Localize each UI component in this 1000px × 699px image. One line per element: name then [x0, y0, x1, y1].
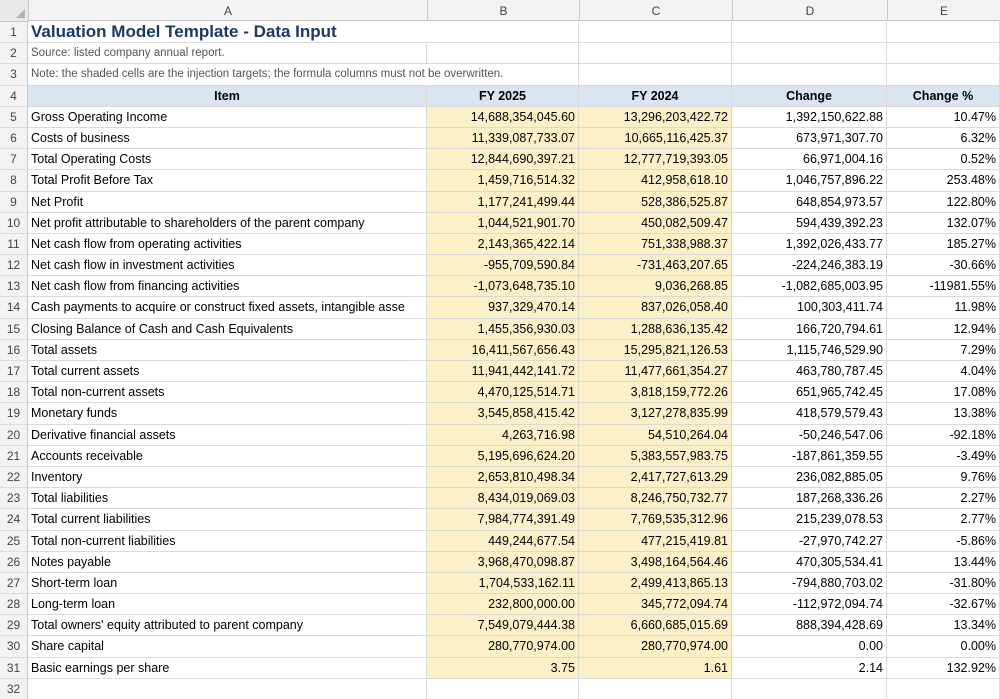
change-pct-cell[interactable]: 13.34% [887, 615, 1000, 636]
fy2025-input-cell[interactable]: 1,177,241,499.44 [427, 192, 579, 213]
cell[interactable] [887, 22, 1000, 43]
table-row [0, 297, 1000, 318]
fy2025-input-cell[interactable]: -1,073,648,735.10 [427, 276, 579, 297]
change-pct-cell[interactable]: -3.49% [887, 446, 1000, 467]
row-number[interactable]: 25 [0, 531, 28, 552]
item-cell[interactable]: Net cash flow in investment activities [28, 255, 427, 276]
change-cell[interactable]: -27,970,742.27 [732, 531, 887, 552]
row-number[interactable]: 5 [0, 107, 28, 128]
fy2025-input-cell[interactable]: 11,941,442,141.72 [427, 361, 579, 382]
source-note-cell[interactable]: Source: listed company annual report. [28, 43, 427, 64]
fy2025-input-cell[interactable]: 5,195,696,624.20 [427, 446, 579, 467]
header-item[interactable]: Item [28, 86, 427, 107]
fy2024-input-cell[interactable]: 450,082,509.47 [579, 213, 732, 234]
row-number[interactable]: 18 [0, 382, 28, 403]
change-pct-cell[interactable]: -32.67% [887, 594, 1000, 615]
cell[interactable] [579, 64, 732, 85]
fy2024-input-cell[interactable]: 3,498,164,564.46 [579, 552, 732, 573]
fy2025-input-cell[interactable]: 4,470,125,514.71 [427, 382, 579, 403]
row-number[interactable]: 8 [0, 170, 28, 191]
row-number[interactable]: 31 [0, 658, 28, 679]
fy2024-input-cell[interactable]: 5,383,557,983.75 [579, 446, 732, 467]
fy2025-input-cell[interactable]: -955,709,590.84 [427, 255, 579, 276]
fy2024-input-cell[interactable]: 837,026,058.40 [579, 297, 732, 318]
fy2024-input-cell[interactable]: 8,246,750,732.77 [579, 488, 732, 509]
item-cell[interactable]: Total Profit Before Tax [28, 170, 427, 191]
fy2025-input-cell[interactable]: 232,800,000.00 [427, 594, 579, 615]
table-row [0, 488, 1000, 509]
change-cell[interactable]: 66,971,004.16 [732, 149, 887, 170]
cell[interactable] [579, 43, 732, 64]
table-row [0, 573, 1000, 594]
cell[interactable] [732, 43, 887, 64]
item-cell[interactable]: Accounts receivable [28, 446, 427, 467]
fy2025-input-cell[interactable]: 1,044,521,901.70 [427, 213, 579, 234]
change-pct-cell[interactable]: -30.66% [887, 255, 1000, 276]
fy2024-input-cell[interactable]: 2,499,413,865.13 [579, 573, 732, 594]
fy2024-input-cell[interactable]: 9,036,268.85 [579, 276, 732, 297]
fy2025-input-cell[interactable]: 2,653,810,498.34 [427, 467, 579, 488]
row-number[interactable]: 26 [0, 552, 28, 573]
row-number[interactable]: 28 [0, 594, 28, 615]
cell[interactable] [427, 679, 579, 699]
table-row [0, 319, 1000, 340]
row-number[interactable]: 12 [0, 255, 28, 276]
row-number[interactable]: 13 [0, 276, 28, 297]
item-cell[interactable]: Total assets [28, 340, 427, 361]
change-pct-cell[interactable]: 2.27% [887, 488, 1000, 509]
change-cell[interactable]: 673,971,307.70 [732, 128, 887, 149]
column-header-e[interactable]: E [888, 0, 1000, 21]
item-cell[interactable]: Closing Balance of Cash and Cash Equivalents [28, 319, 427, 340]
header-fy2024[interactable]: FY 2024 [579, 86, 732, 107]
change-pct-cell[interactable]: 13.38% [887, 403, 1000, 424]
row-number[interactable]: 32 [0, 679, 28, 699]
change-pct-cell[interactable]: 6.32% [887, 128, 1000, 149]
fy2025-input-cell[interactable]: 3,545,858,415.42 [427, 403, 579, 424]
cell[interactable] [732, 64, 887, 85]
column-header-b[interactable]: B [428, 0, 580, 21]
fy2025-input-cell[interactable]: 4,263,716.98 [427, 425, 579, 446]
change-cell[interactable]: 0.00 [732, 636, 887, 657]
change-cell[interactable]: 463,780,787.45 [732, 361, 887, 382]
change-pct-cell[interactable]: 0.52% [887, 149, 1000, 170]
fy2025-input-cell[interactable]: 11,339,087,733.07 [427, 128, 579, 149]
row-number[interactable]: 24 [0, 509, 28, 530]
change-cell[interactable]: -794,880,703.02 [732, 573, 887, 594]
item-cell[interactable]: Basic earnings per share [28, 658, 427, 679]
change-cell[interactable]: 648,854,973.57 [732, 192, 887, 213]
change-cell[interactable]: -50,246,547.06 [732, 425, 887, 446]
table-row [0, 594, 1000, 615]
change-cell[interactable]: 594,439,392.23 [732, 213, 887, 234]
change-pct-cell[interactable]: -11981.55% [887, 276, 1000, 297]
fy2025-input-cell[interactable]: 1,704,533,162.11 [427, 573, 579, 594]
fy2024-input-cell[interactable]: 11,477,661,354.27 [579, 361, 732, 382]
table-row [0, 213, 1000, 234]
row-number[interactable]: 14 [0, 297, 28, 318]
fy2025-input-cell[interactable]: 1,459,716,514.32 [427, 170, 579, 191]
row-number[interactable]: 22 [0, 467, 28, 488]
table-row [0, 403, 1000, 424]
table-row [0, 361, 1000, 382]
change-cell[interactable]: 651,965,742.45 [732, 382, 887, 403]
change-pct-cell[interactable]: 2.77% [887, 509, 1000, 530]
row-number[interactable]: 17 [0, 361, 28, 382]
item-cell[interactable]: Short-term loan [28, 573, 427, 594]
item-cell[interactable]: Costs of business [28, 128, 427, 149]
change-pct-cell[interactable]: 13.44% [887, 552, 1000, 573]
change-pct-cell[interactable]: 4.04% [887, 361, 1000, 382]
change-pct-cell[interactable]: 0.00% [887, 636, 1000, 657]
row-number[interactable]: 6 [0, 128, 28, 149]
table-row [0, 107, 1000, 128]
item-cell[interactable]: Total current liabilities [28, 509, 427, 530]
fy2025-input-cell[interactable]: 280,770,974.00 [427, 636, 579, 657]
change-cell[interactable]: -187,861,359.55 [732, 446, 887, 467]
row-number[interactable]: 3 [0, 64, 28, 85]
item-cell[interactable]: Monetary funds [28, 403, 427, 424]
header-change[interactable]: Change [732, 86, 887, 107]
item-cell[interactable]: Total liabilities [28, 488, 427, 509]
change-pct-cell[interactable]: -92.18% [887, 425, 1000, 446]
change-cell[interactable]: 187,268,336.26 [732, 488, 887, 509]
row-number[interactable]: 10 [0, 213, 28, 234]
change-pct-cell[interactable]: 132.92% [887, 658, 1000, 679]
table-header-row [0, 86, 1000, 107]
change-cell[interactable]: 100,303,411.74 [732, 297, 887, 318]
fy2024-input-cell[interactable]: 345,772,094.74 [579, 594, 732, 615]
row-number[interactable]: 21 [0, 446, 28, 467]
change-pct-cell[interactable]: 17.08% [887, 382, 1000, 403]
item-cell[interactable]: Total non-current assets [28, 382, 427, 403]
table-row [0, 552, 1000, 573]
fy2025-input-cell[interactable]: 14,688,354,045.60 [427, 107, 579, 128]
row-number[interactable]: 4 [0, 86, 28, 107]
change-cell[interactable]: 215,239,078.53 [732, 509, 887, 530]
change-cell[interactable]: 470,305,534.41 [732, 552, 887, 573]
cell[interactable] [427, 43, 579, 64]
item-cell[interactable]: Total Operating Costs [28, 149, 427, 170]
table-row [0, 636, 1000, 657]
change-pct-cell[interactable]: 9.76% [887, 467, 1000, 488]
row-number[interactable]: 16 [0, 340, 28, 361]
table-row [0, 467, 1000, 488]
fy2024-input-cell[interactable]: 412,958,618.10 [579, 170, 732, 191]
fy2025-input-cell[interactable]: 937,329,470.14 [427, 297, 579, 318]
fy2025-input-cell[interactable]: 1,455,356,930.03 [427, 319, 579, 340]
row-number[interactable]: 23 [0, 488, 28, 509]
row-number[interactable]: 15 [0, 319, 28, 340]
item-cell[interactable]: Total current assets [28, 361, 427, 382]
fy2025-input-cell[interactable]: 12,844,690,397.21 [427, 149, 579, 170]
change-cell[interactable]: 888,394,428.69 [732, 615, 887, 636]
change-pct-cell[interactable]: 10.47% [887, 107, 1000, 128]
fy2024-input-cell[interactable]: 1.61 [579, 658, 732, 679]
fy2024-input-cell[interactable]: 10,665,116,425.37 [579, 128, 732, 149]
table-row [0, 615, 1000, 636]
item-cell[interactable]: Net cash flow from financing activities [28, 276, 427, 297]
item-cell[interactable]: Cash payments to acquire or construct fixed assets, intangible asse [28, 297, 427, 318]
fy2024-input-cell[interactable]: 54,510,264.04 [579, 425, 732, 446]
fy2025-input-cell[interactable]: 7,549,079,444.38 [427, 615, 579, 636]
row-number[interactable]: 19 [0, 403, 28, 424]
table-row [0, 340, 1000, 361]
table-row [0, 531, 1000, 552]
column-header-c[interactable]: C [580, 0, 733, 21]
fy2024-input-cell[interactable]: 15,295,821,126.53 [579, 340, 732, 361]
instruction-note-cell[interactable]: Note: the shaded cells are the injection targets; the formula columns must not be overwritten. [28, 64, 427, 85]
select-all-corner[interactable] [0, 0, 29, 22]
table-row [0, 276, 1000, 297]
fy2025-input-cell[interactable]: 3,968,470,098.87 [427, 552, 579, 573]
cell[interactable] [887, 43, 1000, 64]
row-number[interactable]: 30 [0, 636, 28, 657]
fy2024-input-cell[interactable]: 280,770,974.00 [579, 636, 732, 657]
row-number[interactable]: 29 [0, 615, 28, 636]
table-row [0, 255, 1000, 276]
fy2025-input-cell[interactable]: 7,984,774,391.49 [427, 509, 579, 530]
table-row [0, 446, 1000, 467]
row-number[interactable]: 1 [0, 22, 28, 43]
change-cell[interactable]: 236,082,885.05 [732, 467, 887, 488]
item-cell[interactable]: Total non-current liabilities [28, 531, 427, 552]
table-row [0, 509, 1000, 530]
item-cell[interactable]: Net cash flow from operating activities [28, 234, 427, 255]
fy2024-input-cell[interactable]: 3,127,278,835.99 [579, 403, 732, 424]
grid-body [0, 22, 1000, 699]
cell[interactable] [887, 64, 1000, 85]
fy2024-input-cell[interactable]: 2,417,727,613.29 [579, 467, 732, 488]
column-header-d[interactable]: D [733, 0, 888, 21]
change-pct-cell[interactable]: -31.80% [887, 573, 1000, 594]
change-cell[interactable]: 2.14 [732, 658, 887, 679]
cell[interactable] [732, 679, 887, 699]
change-cell[interactable]: 1,046,757,896.22 [732, 170, 887, 191]
fy2024-input-cell[interactable]: 6,660,685,015.69 [579, 615, 732, 636]
fy2024-input-cell[interactable]: 3,818,159,772.26 [579, 382, 732, 403]
sheet-row [0, 64, 1000, 85]
header-change-pct[interactable]: Change % [887, 86, 1000, 107]
table-row [0, 192, 1000, 213]
cell[interactable] [427, 22, 579, 43]
change-pct-cell[interactable]: 253.48% [887, 170, 1000, 191]
cell[interactable] [579, 679, 732, 699]
row-number[interactable]: 11 [0, 234, 28, 255]
sheet-row [0, 43, 1000, 64]
item-cell[interactable]: Gross Operating Income [28, 107, 427, 128]
fy2024-input-cell[interactable]: 12,777,719,393.05 [579, 149, 732, 170]
change-pct-cell[interactable]: 185.27% [887, 234, 1000, 255]
table-row [0, 234, 1000, 255]
change-cell[interactable]: 166,720,794.61 [732, 319, 887, 340]
column-header-bar [0, 0, 1000, 22]
fy2025-input-cell[interactable]: 8,434,019,069.03 [427, 488, 579, 509]
change-pct-cell[interactable]: 122.80% [887, 192, 1000, 213]
fy2024-input-cell[interactable]: 13,296,203,422.72 [579, 107, 732, 128]
cell[interactable] [887, 679, 1000, 699]
change-cell[interactable]: 1,115,746,529.90 [732, 340, 887, 361]
fy2025-input-cell[interactable]: 449,244,677.54 [427, 531, 579, 552]
row-number[interactable]: 7 [0, 149, 28, 170]
item-cell[interactable]: Share capital [28, 636, 427, 657]
change-pct-cell[interactable]: 12.94% [887, 319, 1000, 340]
table-row [0, 425, 1000, 446]
fy2024-input-cell[interactable]: 751,338,988.37 [579, 234, 732, 255]
fy2024-input-cell[interactable]: 528,386,525.87 [579, 192, 732, 213]
fy2025-input-cell[interactable]: 2,143,365,422.14 [427, 234, 579, 255]
change-pct-cell[interactable]: 11.98% [887, 297, 1000, 318]
item-cell[interactable]: Total owners' equity attributed to parent company [28, 615, 427, 636]
item-cell[interactable]: Inventory [28, 467, 427, 488]
header-fy2025[interactable]: FY 2025 [427, 86, 579, 107]
change-cell[interactable]: 1,392,026,433.77 [732, 234, 887, 255]
change-cell[interactable]: -224,246,383.19 [732, 255, 887, 276]
item-cell[interactable]: Long-term loan [28, 594, 427, 615]
change-pct-cell[interactable]: 132.07% [887, 213, 1000, 234]
fy2024-input-cell[interactable]: 1,288,636,135.42 [579, 319, 732, 340]
cell[interactable] [427, 64, 579, 85]
cell[interactable] [732, 22, 887, 43]
sheet-title-cell[interactable]: Valuation Model Template - Data Input [28, 22, 427, 43]
table-row [0, 149, 1000, 170]
sheet-row [0, 679, 1000, 699]
cell[interactable] [579, 22, 732, 43]
row-number[interactable]: 27 [0, 573, 28, 594]
change-cell[interactable]: -1,082,685,003.95 [732, 276, 887, 297]
table-row [0, 658, 1000, 679]
change-cell[interactable]: 418,579,579.43 [732, 403, 887, 424]
change-cell[interactable]: -112,972,094.74 [732, 594, 887, 615]
table-row [0, 382, 1000, 403]
row-number[interactable]: 9 [0, 192, 28, 213]
table-row [0, 170, 1000, 191]
change-pct-cell[interactable]: 7.29% [887, 340, 1000, 361]
row-number[interactable]: 20 [0, 425, 28, 446]
item-cell[interactable]: Derivative financial assets [28, 425, 427, 446]
sheet-row [0, 22, 1000, 43]
change-pct-cell[interactable]: -5.86% [887, 531, 1000, 552]
change-cell[interactable]: 1,392,150,622.88 [732, 107, 887, 128]
fy2024-input-cell[interactable]: 7,769,535,312.96 [579, 509, 732, 530]
fy2024-input-cell[interactable]: -731,463,207.65 [579, 255, 732, 276]
fy2025-input-cell[interactable]: 3.75 [427, 658, 579, 679]
fy2025-input-cell[interactable]: 16,411,567,656.43 [427, 340, 579, 361]
item-cell[interactable]: Net Profit [28, 192, 427, 213]
cell[interactable] [28, 679, 427, 699]
fy2024-input-cell[interactable]: 477,215,419.81 [579, 531, 732, 552]
table-row [0, 128, 1000, 149]
item-cell[interactable]: Notes payable [28, 552, 427, 573]
item-cell[interactable]: Net profit attributable to shareholders of the parent company [28, 213, 427, 234]
column-header-a[interactable]: A [29, 0, 428, 21]
row-number[interactable]: 2 [0, 43, 28, 64]
